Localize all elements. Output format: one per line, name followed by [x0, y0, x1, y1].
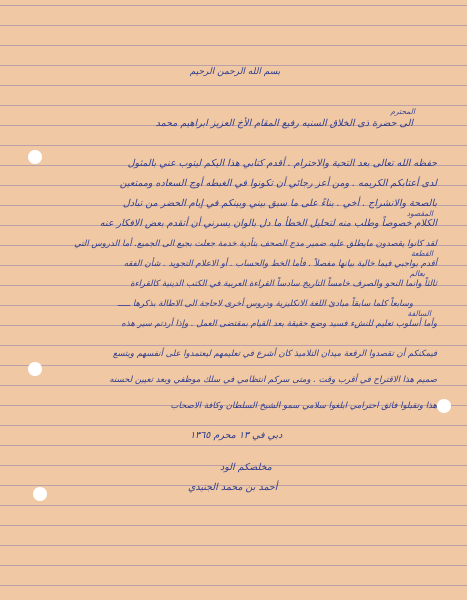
letter-date: دبي في ١٣ محرم ١٣٦٥ — [190, 430, 283, 441]
note-above-line-6: القطعة — [411, 249, 433, 258]
body-line-5: لقد كانوا يقصدون مايطلق عليه ضمير مدح الصحف بتأدية خدمة جعلت بجيع الى الجميع. أما الدروس التي — [74, 239, 437, 249]
body-line-4: الكلام خصوصاً وطلب منه لتحليل الخطأ ما دل بالوان يسرني أن أتقدم بعض الافكار عنه — [99, 218, 437, 229]
body-line-9: وأما أسلوب تعليم للنشء فسيد وضع حقيقة بعد القيام بمقتضى العمل . وإذا أردتم سير هذه — [121, 319, 437, 329]
note-above-line-4: المقصود — [406, 209, 433, 218]
body-line-10: فيمكنكم أن تقصدوا الرقعة ميدان التلاميذ كان أشرع في تعليمهم ليعتمدوا على أنفسهم ويتسع — [112, 349, 437, 359]
basmala: بسم الله الرحمن الرحيم — [189, 67, 281, 77]
salutation-title-above: المحترم — [390, 107, 415, 116]
body-line-2: لدى أعتابكم الكريمه . ومن أعز رجائي أن تكونوا في الغبطه أوج السعاده وممتعين — [119, 178, 437, 189]
closing: مخلصكم الود — [220, 462, 272, 473]
body-line-8: وسابعاً كلما سابقاً مبادئ اللغة الانكليزية ودروس أخرى لاحاجة الى الاطالة بذكرها ـــــ — [117, 299, 413, 309]
body-line-12: هذا وتقبلوا فائق احترامي ابلغوا سلامي سمو الشيخ السلطان وكافة الاصحاب — [170, 401, 437, 411]
note-above-line-7: بعالم — [409, 269, 425, 278]
body-line-6: أقدم بواجبي فيما خالية بيانها مفصلاً . فأما الخط والحساب . أو الاعلام التجويد . شأن الفقه — [123, 259, 437, 269]
signature: أحمد بن محمد الجنيدي — [188, 482, 278, 493]
punch-hole-bottom — [33, 487, 47, 501]
body-line-1: حفظه الله تعالى بعد التحية والاحترام . أقدم كتابي هذا اليكم ليتوب عني بالمثول — [127, 158, 437, 169]
punch-hole-right — [437, 399, 451, 413]
paper-edge — [467, 0, 473, 600]
note-above-line-9: السالفة — [407, 309, 431, 318]
body-line-3: بالصحة والانشراح . أخي . بناءً على ما سبق بيني وبينكم في إيام الحضر من تبادل — [122, 198, 437, 209]
body-line-7: ثالثاً وانما النحو والصرف خامساً التاريخ سادساً القراءة العربية في الكتب الدينية كالقراءة — [130, 279, 437, 289]
body-line-11: صميم هذا الاقتراح في أقرب وقت . ومتى سركم انتظامي في سلك موظفي وبعد تعيين لحسنه — [109, 375, 437, 385]
salutation: الى حضرة ذى الخلاق السنيه رفيع المقام الأخ العزيز ابراهيم محمد — [155, 118, 413, 129]
